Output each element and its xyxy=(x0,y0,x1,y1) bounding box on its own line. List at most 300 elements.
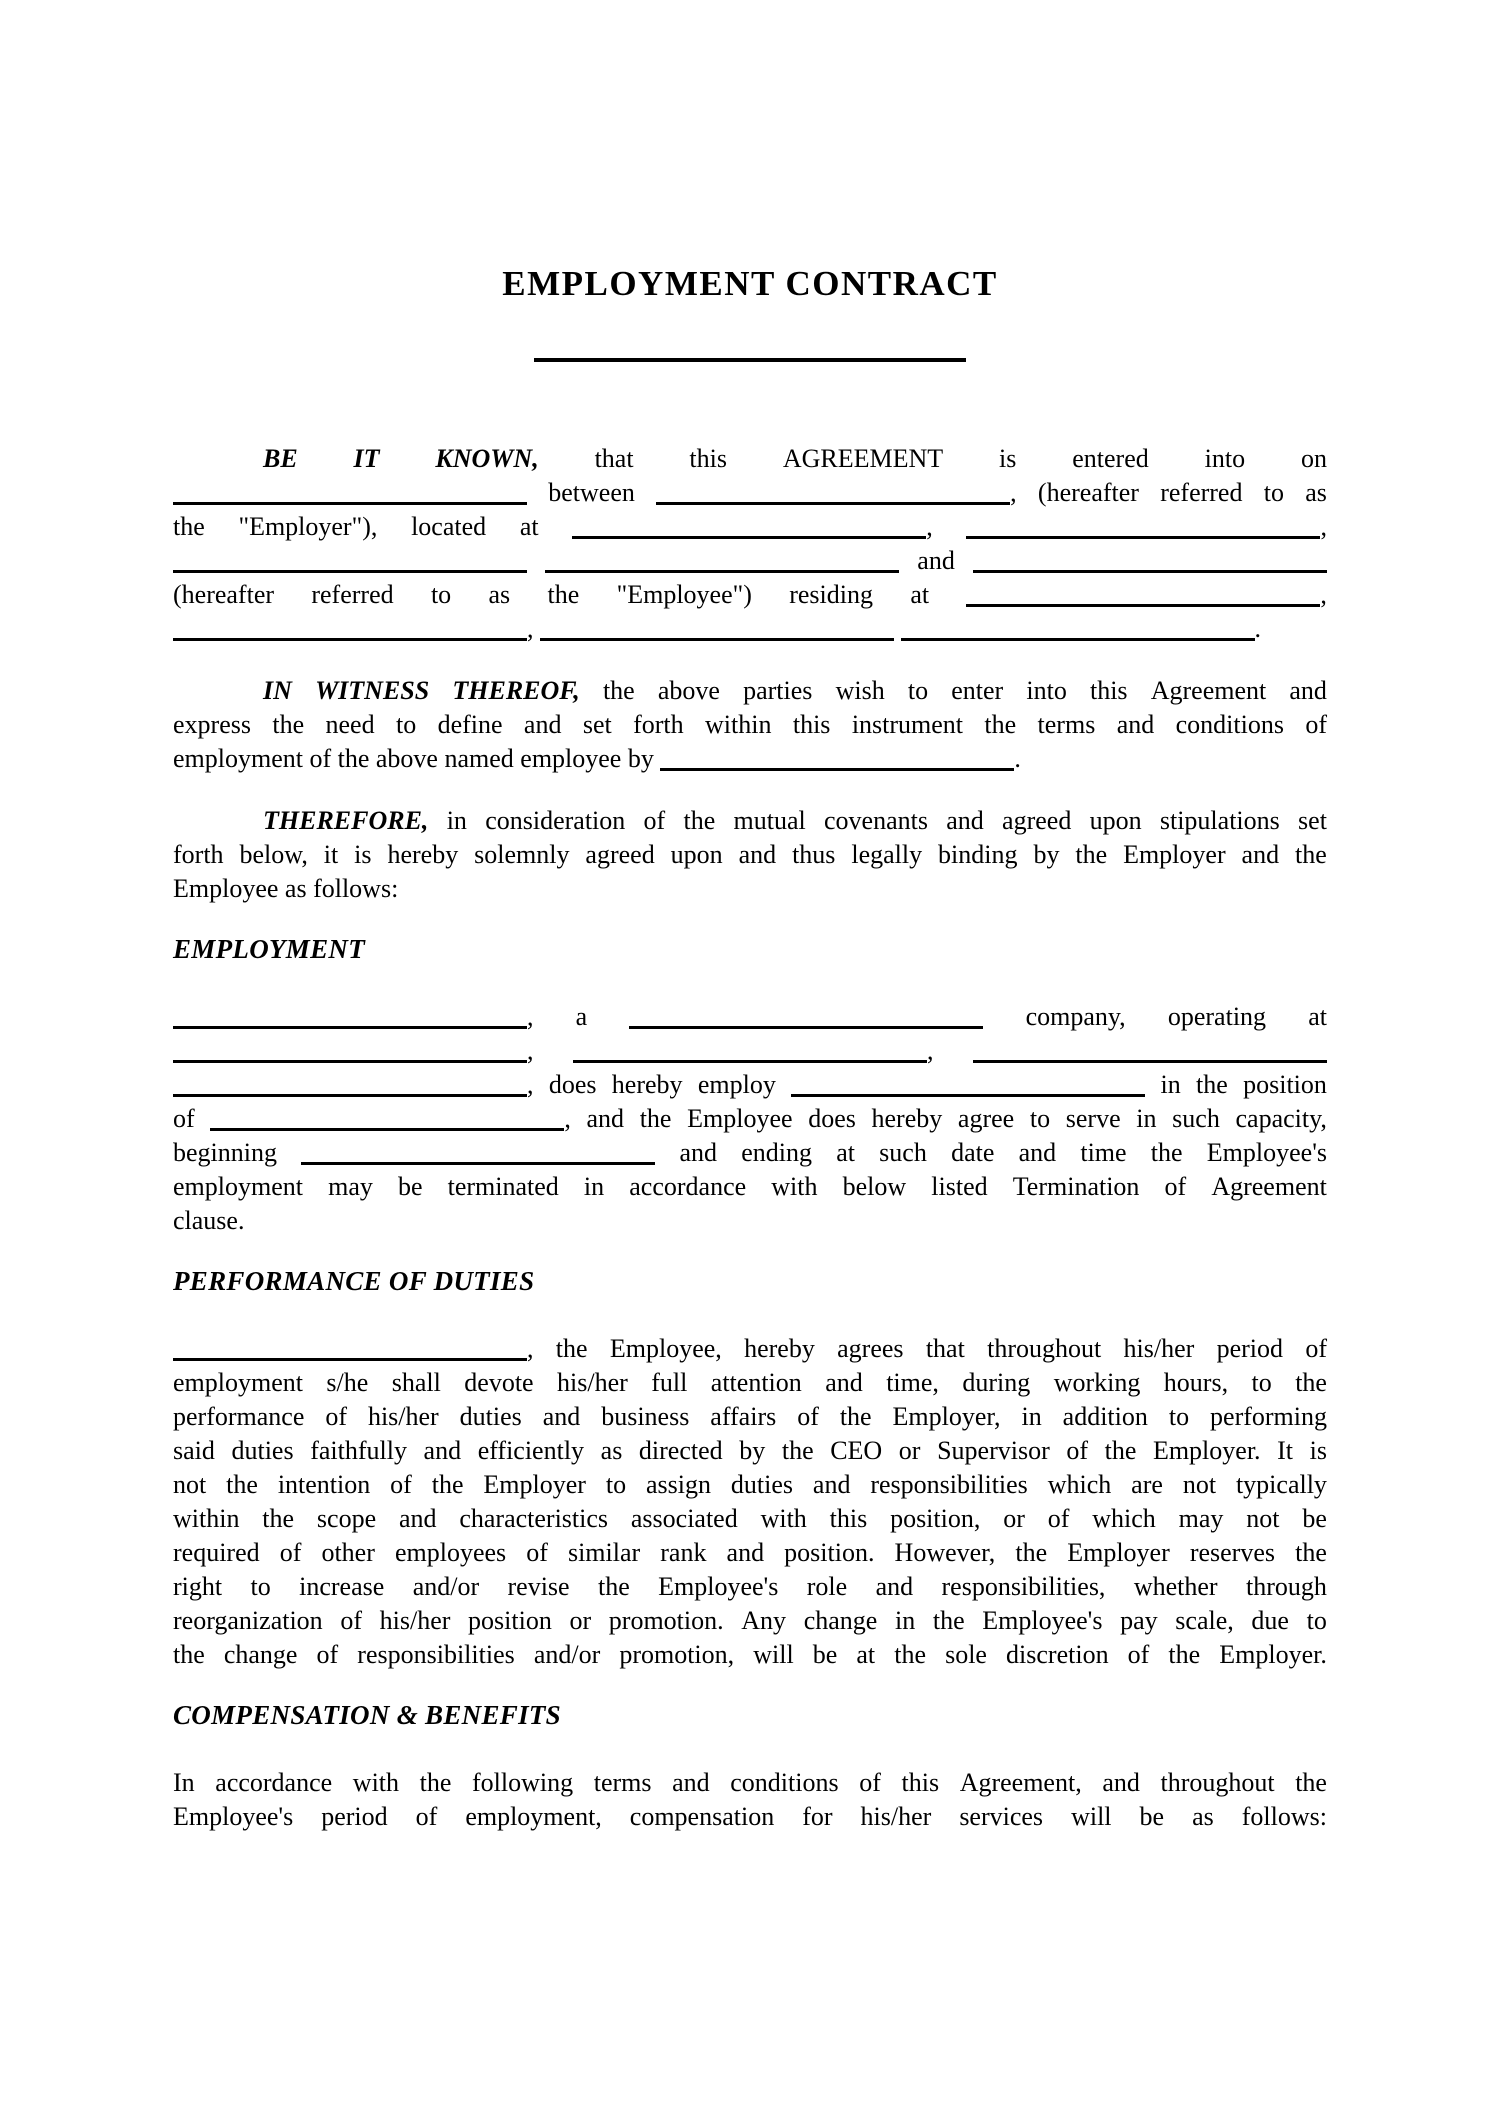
word: "Employer"), xyxy=(238,512,378,541)
text-line xyxy=(173,708,1327,742)
word: may xyxy=(1178,1504,1224,1533)
word: Employee's xyxy=(173,1802,294,1831)
word: and xyxy=(1289,676,1327,705)
text-line xyxy=(173,1468,1327,1502)
word: and xyxy=(825,1368,863,1397)
text-line xyxy=(173,674,1327,708)
word: sole xyxy=(945,1640,987,1669)
word: and xyxy=(586,1104,625,1133)
word: duties xyxy=(730,1470,793,1499)
blank-field xyxy=(572,533,926,539)
word: of xyxy=(859,1768,881,1797)
word: the xyxy=(683,806,716,835)
word: associated xyxy=(630,1504,738,1533)
word: to xyxy=(1168,1402,1190,1431)
word: Employer xyxy=(1067,1538,1170,1567)
blank-field-group: , xyxy=(173,1000,534,1034)
word: of xyxy=(1305,710,1327,739)
word: reserves xyxy=(1189,1538,1276,1567)
word: period xyxy=(1216,1334,1284,1363)
text-line xyxy=(173,1800,1327,1834)
word: In xyxy=(173,1768,195,1797)
text-line xyxy=(173,1136,1327,1170)
word: and/or xyxy=(533,1640,601,1669)
word: the xyxy=(419,1768,452,1797)
word: with xyxy=(771,1172,818,1201)
word: the xyxy=(602,676,635,705)
word: to xyxy=(250,1572,271,1601)
blank-field-group xyxy=(173,544,527,578)
blank-field xyxy=(545,567,899,573)
blank-field-group xyxy=(973,544,1327,578)
word: to xyxy=(395,710,417,739)
word: will xyxy=(1071,1802,1112,1831)
word: required xyxy=(173,1538,260,1567)
word: Termination xyxy=(1012,1172,1140,1201)
word: time, xyxy=(886,1368,939,1397)
word: performance xyxy=(173,1402,305,1431)
word: and xyxy=(679,1138,717,1167)
word: does xyxy=(808,1104,856,1133)
word: position xyxy=(1243,1070,1327,1099)
text-line xyxy=(173,544,1327,578)
word: his/her xyxy=(367,1402,439,1431)
word: his/her xyxy=(379,1606,451,1635)
word: Employer xyxy=(1123,840,1226,869)
word: and xyxy=(398,1504,437,1533)
word: and xyxy=(1018,1138,1057,1167)
word: position. xyxy=(784,1538,875,1567)
word: to xyxy=(605,1470,627,1499)
word: to xyxy=(430,580,452,609)
word: below xyxy=(842,1172,907,1201)
word: a xyxy=(575,1002,588,1031)
word: faithfully xyxy=(310,1436,407,1465)
word: within xyxy=(173,1504,240,1533)
word: Employee's xyxy=(1206,1138,1327,1167)
blank-field-group: , xyxy=(173,1068,534,1102)
blank-field-group: , xyxy=(966,510,1327,544)
word: set xyxy=(582,710,612,739)
word: clause. xyxy=(173,1206,245,1235)
text-line xyxy=(173,1034,1327,1068)
blank-field-group: , xyxy=(572,510,933,544)
blank-field xyxy=(573,1057,927,1063)
word: duties xyxy=(231,1436,294,1465)
word: covenants xyxy=(824,806,928,835)
word: working xyxy=(1053,1368,1141,1397)
word: may xyxy=(328,1172,373,1201)
word: the xyxy=(272,710,305,739)
word: at xyxy=(519,512,539,541)
word: THEREFORE, xyxy=(263,806,429,835)
word: of xyxy=(643,806,666,835)
word: accordance xyxy=(629,1172,747,1201)
word: above xyxy=(657,676,720,705)
word: with xyxy=(352,1768,400,1797)
word: following xyxy=(472,1768,574,1797)
word: duties xyxy=(459,1402,522,1431)
word: such xyxy=(1172,1104,1220,1133)
document-body xyxy=(173,266,1327,1834)
blank-field-group xyxy=(973,1034,1327,1068)
blank-field-group: , xyxy=(173,614,534,643)
word: intention xyxy=(277,1470,371,1499)
text-line xyxy=(173,1102,1327,1136)
word: this xyxy=(1089,676,1128,705)
word: WITNESS xyxy=(315,676,430,705)
blank-field xyxy=(173,1091,527,1097)
word: Agreement xyxy=(1150,676,1267,705)
word: entered xyxy=(1072,444,1149,473)
word: ending xyxy=(741,1138,812,1167)
word: and xyxy=(542,1402,581,1431)
word: the xyxy=(984,710,1017,739)
word: instrument xyxy=(851,710,964,739)
word: the xyxy=(1104,1436,1137,1465)
text-line xyxy=(173,442,1327,476)
word: listed xyxy=(931,1172,988,1201)
word: the xyxy=(894,1640,926,1669)
text-line xyxy=(173,1170,1327,1204)
word: characteristics xyxy=(459,1504,609,1533)
word: to xyxy=(1251,1368,1272,1397)
word: of xyxy=(1164,1172,1187,1201)
paragraph xyxy=(173,442,1327,646)
word: in xyxy=(1021,1402,1042,1431)
word: accordance xyxy=(215,1768,333,1797)
text-line xyxy=(173,1068,1327,1102)
word: of xyxy=(279,1538,302,1567)
word: and xyxy=(1116,710,1155,739)
document-sections xyxy=(173,358,1327,1834)
word: conditions xyxy=(1175,710,1284,739)
paragraph xyxy=(173,1332,1327,1672)
blank-field-group: , xyxy=(656,476,1017,510)
word: "Employee") xyxy=(616,580,752,609)
word: the xyxy=(547,580,580,609)
word: be xyxy=(397,1172,423,1201)
word: not xyxy=(1182,1470,1217,1499)
word: the xyxy=(1015,1538,1048,1567)
word: during xyxy=(962,1368,1031,1397)
word: terminated xyxy=(447,1172,559,1201)
document-title: EMPLOYMENT CONTRACT xyxy=(502,264,998,303)
word: the xyxy=(1295,840,1327,869)
word: solemnly xyxy=(474,840,570,869)
word: are xyxy=(1131,1470,1163,1499)
word: binding xyxy=(938,840,1018,869)
word: employ xyxy=(697,1070,776,1099)
word: within xyxy=(705,710,772,739)
blank-field xyxy=(660,765,1014,771)
word: thus xyxy=(792,840,836,869)
blank-field-group: . xyxy=(660,744,1021,773)
word: upon xyxy=(1089,806,1142,835)
word: in xyxy=(446,806,467,835)
word: terms xyxy=(1037,710,1096,739)
word: position xyxy=(468,1606,552,1635)
word: be xyxy=(1302,1504,1327,1533)
title-underline-rule xyxy=(534,358,966,362)
section-heading: EMPLOYMENT xyxy=(173,934,365,964)
word: period xyxy=(321,1802,388,1831)
word: addition xyxy=(1062,1402,1148,1431)
word: of xyxy=(173,1104,195,1133)
word: through xyxy=(1245,1572,1327,1601)
word: employment, xyxy=(465,1802,602,1831)
word: and xyxy=(946,806,984,835)
text-line xyxy=(173,1400,1327,1434)
word: full xyxy=(651,1368,688,1397)
word: of xyxy=(797,1402,819,1431)
word: BE xyxy=(263,444,298,473)
word: position, xyxy=(890,1504,981,1533)
word: time xyxy=(1080,1138,1127,1167)
word: assign xyxy=(645,1470,711,1499)
blank-field-group: , xyxy=(966,578,1327,612)
blank-field xyxy=(173,499,527,505)
word: of xyxy=(390,1470,412,1499)
word: or xyxy=(1003,1504,1025,1533)
blank-field-group: , xyxy=(173,1034,534,1068)
word: at xyxy=(1308,1002,1327,1031)
word: is xyxy=(354,840,372,869)
word: Employee's xyxy=(982,1606,1103,1635)
word: services xyxy=(959,1802,1044,1831)
word: directed xyxy=(638,1436,723,1465)
word: and/or xyxy=(412,1572,480,1601)
word: the xyxy=(839,1402,872,1431)
word: (hereafter xyxy=(1037,478,1139,507)
word: THEREOF, xyxy=(452,676,580,705)
word: be xyxy=(812,1640,838,1669)
word: referred xyxy=(1160,478,1243,507)
word: in xyxy=(894,1606,916,1635)
word: devote xyxy=(464,1368,534,1397)
section-heading: COMPENSATION & BENEFITS xyxy=(173,1700,561,1730)
word: role xyxy=(806,1572,848,1601)
word: increase xyxy=(299,1572,385,1601)
text-line xyxy=(173,872,1327,906)
word: legally xyxy=(851,840,923,869)
word: right xyxy=(173,1572,223,1601)
word: beginning xyxy=(173,1138,277,1167)
word: this xyxy=(829,1504,868,1533)
word: said xyxy=(173,1436,215,1465)
word: as xyxy=(1305,478,1327,507)
word: employment xyxy=(173,1368,303,1397)
word: or xyxy=(569,1606,592,1635)
word: the xyxy=(226,1470,258,1499)
word: residing xyxy=(789,580,873,609)
word: date xyxy=(951,1138,995,1167)
paragraph xyxy=(173,674,1327,776)
word: and xyxy=(726,1538,765,1567)
word: the xyxy=(1168,1640,1201,1669)
word: enter xyxy=(951,676,1004,705)
word: to xyxy=(1263,478,1284,507)
word: at xyxy=(856,1640,876,1669)
blank-field xyxy=(173,567,527,573)
word: shall xyxy=(391,1368,441,1397)
word: (hereafter xyxy=(173,580,275,609)
word: does xyxy=(548,1070,597,1099)
word: rank xyxy=(660,1538,707,1567)
word: Employer xyxy=(483,1470,586,1499)
word: consideration xyxy=(485,806,626,835)
blank-field xyxy=(173,1355,527,1361)
paragraph xyxy=(173,804,1327,906)
word: discretion xyxy=(1006,1640,1109,1669)
word: hereby xyxy=(387,840,459,869)
word: on xyxy=(1300,444,1327,473)
word: s/he xyxy=(326,1368,369,1397)
word: hereby xyxy=(744,1334,815,1363)
word: define xyxy=(437,710,503,739)
word: his/her xyxy=(557,1368,628,1397)
word: as xyxy=(600,1436,623,1465)
word: hours, xyxy=(1163,1368,1229,1397)
word: the xyxy=(262,1504,295,1533)
blank-field xyxy=(791,1091,1145,1097)
word: Employee xyxy=(687,1104,793,1133)
word: referred xyxy=(311,580,394,609)
blank-field xyxy=(656,499,1010,505)
word: the xyxy=(173,1640,205,1669)
word: parties xyxy=(743,676,813,705)
blank-field-group: , xyxy=(173,1332,534,1366)
word: throughout xyxy=(987,1334,1102,1363)
word: serve xyxy=(1065,1104,1121,1133)
word: other xyxy=(321,1538,375,1567)
word: the xyxy=(1075,840,1108,869)
word: scale, xyxy=(1175,1606,1234,1635)
word: of xyxy=(1127,1640,1150,1669)
word: for xyxy=(802,1802,833,1831)
blank-field xyxy=(966,533,1320,539)
word: this xyxy=(689,444,727,473)
text-line xyxy=(173,1604,1327,1638)
blank-field-group xyxy=(173,476,527,510)
word: terms xyxy=(593,1768,652,1797)
word: employment of the above named employee by xyxy=(173,744,654,773)
word: this xyxy=(792,710,831,739)
word: Employee, xyxy=(609,1334,722,1363)
word: promotion, xyxy=(619,1640,735,1669)
word: Supervisor xyxy=(937,1436,1050,1465)
word: wish xyxy=(835,676,885,705)
word: KNOWN, xyxy=(435,444,539,473)
word: the xyxy=(555,1334,588,1363)
word: AGREEMENT xyxy=(782,444,944,473)
word: the xyxy=(1295,1538,1327,1567)
word: by xyxy=(739,1436,766,1465)
word: IN xyxy=(263,676,292,705)
word: of xyxy=(340,1606,362,1635)
word: Employer, xyxy=(892,1402,1001,1431)
text-line xyxy=(173,1332,1327,1366)
text-line xyxy=(173,1536,1327,1570)
word: whether xyxy=(1133,1572,1218,1601)
word: throughout xyxy=(1160,1768,1275,1797)
word: scope xyxy=(316,1504,377,1533)
word: agree xyxy=(957,1104,1015,1133)
word: hereby xyxy=(611,1070,683,1099)
text-line xyxy=(173,1766,1327,1800)
word: Agreement, xyxy=(959,1768,1082,1797)
word: the xyxy=(781,1436,814,1465)
blank-field xyxy=(301,1159,655,1165)
word: Employee as follows: xyxy=(173,874,399,903)
word: express xyxy=(173,710,251,739)
word: Employer. xyxy=(1152,1436,1261,1465)
word: hereby xyxy=(871,1104,943,1133)
word: to xyxy=(907,676,929,705)
word: need xyxy=(325,710,375,739)
blank-field-group: . xyxy=(901,614,1262,643)
word: that xyxy=(594,444,634,473)
word: change xyxy=(803,1606,878,1635)
word: into xyxy=(1204,444,1246,473)
word: It xyxy=(1277,1436,1294,1465)
text-line xyxy=(173,1366,1327,1400)
blank-field xyxy=(173,1057,527,1063)
word: typically xyxy=(1235,1470,1327,1499)
word: pay xyxy=(1120,1606,1158,1635)
word: Employer. xyxy=(1219,1640,1327,1669)
word: of xyxy=(1047,1504,1070,1533)
word: responsibilities xyxy=(870,1470,1028,1499)
word: attention xyxy=(710,1368,802,1397)
text-line xyxy=(173,1000,1327,1034)
word: operating xyxy=(1167,1002,1267,1031)
text-line xyxy=(173,1638,1327,1672)
blank-field-group xyxy=(301,1136,655,1170)
word: agreed xyxy=(585,840,655,869)
word: in xyxy=(1136,1104,1157,1133)
word: follows: xyxy=(1241,1802,1327,1831)
word: similar xyxy=(567,1538,641,1567)
blank-field-group xyxy=(791,1068,1145,1102)
word: business xyxy=(601,1402,690,1431)
text-line xyxy=(173,612,1327,646)
word: is xyxy=(999,444,1017,473)
word: responsibilities xyxy=(357,1640,515,1669)
word: and xyxy=(1241,840,1280,869)
text-line xyxy=(173,476,1327,510)
word: of xyxy=(526,1538,548,1567)
word: in xyxy=(1160,1070,1181,1099)
word: affairs xyxy=(710,1402,777,1431)
word: as xyxy=(1192,1802,1214,1831)
word: the xyxy=(173,512,205,541)
word: below, xyxy=(239,840,308,869)
word: Agreement xyxy=(1211,1172,1327,1201)
word: employment xyxy=(173,1172,303,1201)
blank-field xyxy=(173,635,527,641)
word: and xyxy=(672,1768,710,1797)
word: at xyxy=(836,1138,855,1167)
word: to xyxy=(1306,1606,1327,1635)
text-line xyxy=(173,1204,1327,1238)
section-heading: PERFORMANCE OF DUTIES xyxy=(173,1266,535,1296)
word: not xyxy=(1246,1504,1280,1533)
word: of xyxy=(325,1402,347,1431)
word: due xyxy=(1251,1606,1289,1635)
word: revise xyxy=(507,1572,570,1601)
blank-field-group xyxy=(545,544,899,578)
